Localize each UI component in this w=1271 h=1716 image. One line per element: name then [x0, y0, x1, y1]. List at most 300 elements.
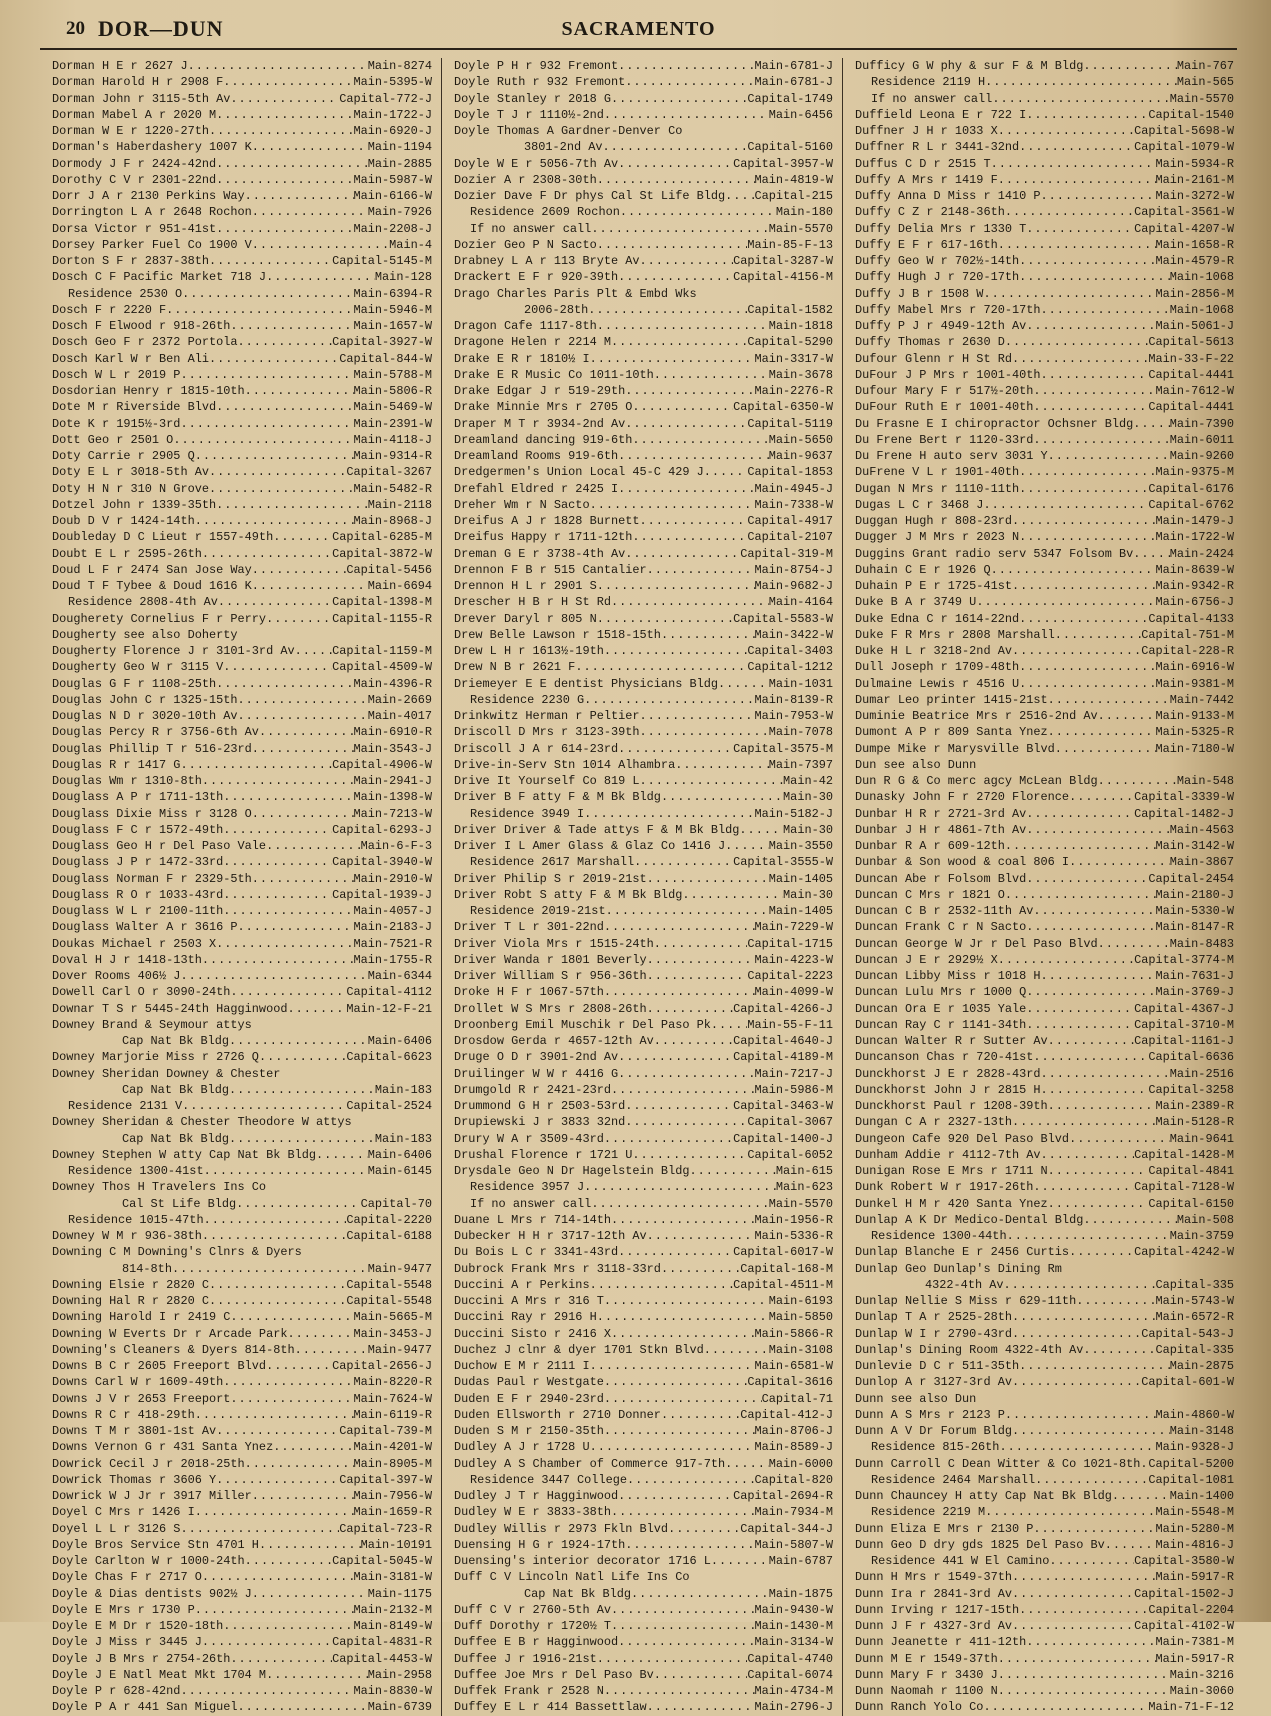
entry-phone: Main-5061-J — [1155, 319, 1234, 333]
entry-phone: Capital-4189-M — [733, 1050, 833, 1065]
dot-leader — [229, 1131, 375, 1147]
dot-leader — [640, 724, 769, 740]
dot-leader — [1041, 367, 1149, 383]
entry-name: Duhain P E r 1725-41st — [855, 579, 1012, 593]
entry-phone: Capital-3927-W — [332, 335, 432, 350]
listing-entry — [454, 1374, 833, 1390]
entry-name: Dunlap A K Dr Medico-Dental Bldg — [855, 1212, 1084, 1227]
entry-phone: Capital-70 — [360, 1196, 432, 1211]
dot-leader — [1041, 1082, 1149, 1098]
dot-leader — [223, 659, 332, 675]
entry-phone: Capital-4112 — [346, 985, 432, 1000]
dot-leader — [259, 724, 354, 740]
dot-leader — [1048, 724, 1156, 740]
listing-entry — [454, 1179, 833, 1195]
listing-entry — [454, 204, 833, 220]
dot-leader — [1041, 302, 1170, 318]
dot-leader — [218, 594, 332, 610]
entry-name: Du Frasne E I chiropractor Ochsner Bldg — [855, 416, 1134, 431]
listing-entry — [855, 643, 1234, 659]
dot-leader — [229, 1033, 368, 1049]
listing-entry — [454, 919, 833, 935]
listing-entry — [855, 692, 1234, 708]
entry-phone: Capital-71 — [761, 1391, 833, 1406]
entry-name: Dreamland dancing 919-6th — [454, 432, 633, 447]
dot-leader — [611, 1212, 755, 1228]
listing-entry — [454, 318, 833, 334]
listing-entry — [855, 334, 1234, 350]
dot-leader — [1026, 806, 1134, 822]
dot-leader — [216, 107, 353, 123]
dot-leader — [230, 1391, 353, 1407]
entry-name: Duffee E B r Hagginwood — [454, 1635, 619, 1650]
entry-name: Doyle P H r 932 Fremont — [454, 59, 619, 73]
listing-entry — [52, 822, 432, 838]
listing-entry — [454, 269, 833, 285]
entry-name: Dumar Leo printer 1415-21st — [855, 692, 1048, 707]
dot-leader — [661, 789, 783, 805]
entry-phone: Capital-1749 — [747, 91, 833, 106]
entry-name: Duggins Grant radio serv 5347 Folsom Bv — [855, 546, 1134, 561]
listing-entry — [855, 854, 1234, 870]
listing-entry — [454, 1699, 833, 1715]
entry-phone: Main-7953-W — [754, 709, 833, 723]
listing-entry — [52, 1049, 432, 1065]
entry-name: Dott Geo r 2501 O — [52, 432, 174, 447]
dot-leader — [223, 1374, 353, 1390]
entry-name: Doubleday D C Lieut r 1557-49th — [52, 530, 274, 545]
entry-phone: Main-30 — [783, 790, 833, 805]
dot-leader — [1033, 903, 1155, 919]
entry-phone: Main-1405 — [768, 904, 833, 918]
entry-phone: Main-767 — [1176, 59, 1234, 73]
entry-name: Duffy Mabel Mrs r 720-17th — [855, 302, 1041, 317]
entry-phone: Capital-1540 — [1148, 107, 1234, 122]
entry-name: Duff C V Lincoln Natl Life Ins Co — [454, 1570, 690, 1585]
entry-phone: Main-2875 — [1169, 1359, 1234, 1373]
listing-entry — [855, 416, 1234, 432]
dot-leader — [1012, 1326, 1141, 1342]
listing-entry — [454, 1439, 833, 1455]
entry-phone: Capital-5160 — [747, 140, 833, 155]
listing-entry — [454, 1391, 833, 1407]
entry-name: Dunn M E r 1549-37th — [855, 1651, 998, 1666]
listing-entry — [52, 302, 432, 318]
dot-leader — [675, 757, 769, 773]
dot-leader — [180, 1521, 339, 1537]
entry-name: Duggan Hugh r 808-23rd — [855, 514, 1012, 528]
entry-name: Drive-in-Serv Stn 1014 Alhambra — [454, 757, 676, 772]
entry-name: If no answer call — [470, 221, 592, 236]
dot-leader — [618, 1049, 733, 1065]
entry-name: Draper M T r 3934-2nd Av — [454, 416, 626, 431]
entry-name: Duminie Beatrice Mrs r 2516-2nd Av — [855, 709, 1098, 723]
entry-name: Doyle J E Natl Meat Mkt 1704 M — [52, 1667, 267, 1682]
entry-name: Dugan N Mrs r 1110-11th — [855, 481, 1020, 496]
dot-leader — [998, 1667, 1170, 1683]
entry-name: Doyle P A r 441 San Miguel — [52, 1700, 238, 1715]
entry-phone: Capital-3940-W — [332, 855, 432, 870]
entry-name: Dosdorian Henry r 1815-10th — [52, 384, 245, 398]
dot-leader — [1035, 1472, 1148, 1488]
entry-name: Duncan J E r 2929½ X — [855, 952, 998, 967]
listing-entry — [454, 1033, 833, 1049]
entry-phone: Capital-6188 — [346, 1229, 432, 1243]
entry-name: Dunn see also Dun — [855, 1391, 977, 1406]
entry-name: Dun see also Dunn — [855, 757, 977, 772]
entry-name: Downs R C r 418-29th — [52, 1407, 195, 1422]
entry-phone: Capital-739-M — [339, 1424, 432, 1438]
listing-entry — [855, 1179, 1234, 1195]
entry-name: Dunckhorst J E r 2828-43rd — [855, 1066, 1041, 1081]
entry-phone: Main-5807-W — [754, 1537, 833, 1552]
entry-name: Dougherty Florence J r 3101-3rd Av — [52, 644, 295, 658]
dot-leader — [631, 1586, 769, 1602]
dot-leader — [204, 1163, 368, 1179]
entry-name: Dudas Paul r Westgate — [454, 1375, 604, 1390]
entry-phone: Capital-4740 — [747, 1651, 833, 1666]
listing-entry — [855, 1651, 1234, 1667]
entry-phone: Capital-2204 — [1148, 1602, 1234, 1617]
dot-leader — [209, 123, 354, 139]
dot-leader — [216, 936, 353, 952]
entry-phone: Main-5917-R — [1155, 1570, 1234, 1585]
dot-leader — [229, 1082, 375, 1098]
entry-name: Drysdale Geo N Dr Hagelstein Bldg — [454, 1164, 690, 1178]
entry-phone: Capital-1155-R — [332, 611, 432, 626]
dot-leader — [223, 854, 332, 870]
dot-leader — [216, 676, 353, 692]
entry-phone: Capital-1400-J — [733, 1131, 833, 1146]
dot-leader — [266, 1358, 332, 1374]
entry-name: Dreifus A J r 1828 Burnett — [454, 514, 640, 528]
entry-phone: Main-2208-J — [353, 221, 432, 236]
listing-entry — [454, 1537, 833, 1553]
entry-name: Duden S M r 2150-35th — [454, 1424, 604, 1438]
listing-entry — [52, 1602, 432, 1618]
listing-entry — [454, 513, 833, 529]
dot-leader — [195, 448, 354, 464]
entry-name: Dunbar & Son wood & coal 806 I — [855, 855, 1070, 870]
entry-phone: Main-615 — [775, 1164, 833, 1178]
entry-phone: Main-3543-J — [353, 741, 432, 756]
listing-entry — [52, 659, 432, 675]
entry-name: Residence 2230 G — [470, 692, 585, 707]
dot-leader — [591, 221, 768, 237]
dot-leader — [173, 432, 353, 448]
listing-entry — [52, 513, 432, 529]
entry-name: Driver Viola Mrs r 1515-24th — [454, 936, 654, 951]
listing-entry — [454, 1017, 833, 1033]
listing-entry — [454, 903, 833, 919]
entry-phone: Main-9328-J — [1155, 1440, 1234, 1455]
listing-entry — [855, 984, 1234, 1000]
dot-leader — [252, 1488, 354, 1504]
dot-leader — [597, 611, 733, 627]
entry-name: Dunn Geo D dry gds 1825 Del Paso Bv — [855, 1537, 1105, 1552]
dot-leader — [1033, 1179, 1134, 1195]
listing-entry — [855, 1017, 1234, 1033]
dot-leader — [266, 611, 332, 627]
entry-phone: Main-4017 — [367, 709, 432, 723]
entry-name: Dunbar H R r 2721-3rd Av — [855, 806, 1027, 821]
entry-phone: Main-5987-W — [353, 172, 432, 187]
entry-name: Duffield Leona E r 722 I — [855, 107, 1027, 122]
entry-name: Dunn Mary F r 3430 J — [855, 1667, 998, 1682]
entry-name: Doty Carrie r 2905 Q — [52, 449, 195, 463]
listing-entry — [454, 1114, 833, 1130]
entry-name: Duncan C Mrs r 1821 O — [855, 887, 1005, 902]
dot-leader — [1019, 253, 1155, 269]
entry-phone: Main-2180-J — [1155, 887, 1234, 902]
entry-phone: Capital-6017-W — [733, 1245, 833, 1260]
entry-name: Cap Nat Bk Bldg — [524, 1586, 632, 1601]
entry-name: Dorsa Victor r 951-41st — [52, 221, 217, 236]
entry-name: Dunbar J H r 4861-7th Av — [855, 822, 1027, 837]
dot-leader — [618, 1634, 754, 1650]
listing-entry — [52, 643, 432, 659]
listing-entry — [855, 156, 1234, 172]
dot-leader — [287, 1326, 353, 1342]
entry-phone: Main-6920-J — [353, 124, 432, 138]
dot-leader — [718, 676, 769, 692]
listing-entry — [855, 1001, 1234, 1017]
dot-leader — [238, 334, 333, 350]
entry-phone: Capital-3580-W — [1134, 1554, 1234, 1568]
entry-phone: Capital-6623 — [346, 1050, 432, 1065]
entry-name: Dunckhorst Paul r 1208-39th — [855, 1099, 1048, 1113]
listing-entry — [454, 1277, 833, 1293]
entry-name: Drennon F B r 515 Cantalier — [454, 562, 647, 577]
entry-name: Driscoll D Mrs r 3123-39th — [454, 725, 640, 740]
listing-entry — [855, 741, 1234, 757]
listing-entry — [454, 74, 833, 90]
dot-leader — [611, 1504, 755, 1520]
entry-phone: Main-8706-J — [754, 1424, 833, 1438]
listing-entry — [454, 188, 833, 204]
dot-leader — [604, 107, 769, 123]
listing-entry — [52, 1683, 432, 1699]
listing-entry — [454, 448, 833, 464]
listing-entry — [454, 936, 833, 952]
listing-entry — [855, 269, 1234, 285]
entry-name: Driver Philip S r 2019-21st — [454, 871, 647, 886]
entry-phone: Main-623 — [775, 1180, 833, 1195]
entry-name: Dun R G & Co merc agcy McLean Bldg — [855, 774, 1098, 788]
listing-entry — [855, 1261, 1234, 1277]
entry-phone: Main-6910-R — [353, 725, 432, 740]
listing-entry — [454, 1196, 833, 1212]
listing-entry — [52, 1326, 432, 1342]
dot-leader — [1019, 269, 1170, 285]
entry-phone: Main-9477 — [367, 1261, 432, 1276]
dot-leader — [640, 773, 784, 789]
listing-entry — [454, 968, 833, 984]
entry-phone: Capital-1939-J — [332, 887, 432, 902]
entry-name: Doukas Michael r 2503 X — [52, 936, 217, 951]
dot-leader — [202, 1634, 332, 1650]
dot-leader — [1048, 1196, 1149, 1212]
dot-leader — [590, 351, 755, 367]
entry-phone: Main-4945-J — [754, 481, 833, 496]
entry-phone: Capital-5200 — [1148, 1456, 1234, 1471]
listing-entry — [52, 497, 432, 513]
entry-name: Dunasky John F r 2720 Florence — [855, 790, 1070, 805]
entry-phone: Main-4 — [389, 237, 432, 252]
dot-leader — [985, 74, 1177, 90]
entry-phone: Main-8589-J — [754, 1440, 833, 1455]
dot-leader — [1012, 1374, 1141, 1390]
entry-phone: Main-3550 — [768, 839, 833, 853]
listing-entry — [855, 1163, 1234, 1179]
entry-name: Doyle Chas F r 2717 O — [52, 1570, 202, 1585]
dot-leader — [195, 513, 354, 529]
entry-phone: Main-10191 — [360, 1537, 432, 1552]
listing-entry — [454, 221, 833, 237]
entry-name: Residence 2530 O — [68, 286, 183, 301]
entry-name: Dougherty see also Doherty — [52, 627, 238, 642]
entry-phone: Main-8149-W — [353, 1619, 432, 1633]
entry-name: Dudley W E r 3833-38th — [454, 1505, 611, 1520]
dot-leader — [611, 1618, 755, 1634]
listing-entry — [855, 1602, 1234, 1618]
listing-entry — [52, 1196, 432, 1212]
entry-phone: Capital-3555-W — [733, 855, 833, 870]
dot-leader — [1019, 659, 1155, 675]
listing-entry — [52, 1699, 432, 1715]
entry-name: Douglass F C r 1572-49th — [52, 822, 224, 837]
entry-phone: Main-183 — [374, 1082, 432, 1097]
listing-entry — [52, 172, 432, 188]
entry-name: Dowrick W J Jr r 3917 Miller — [52, 1489, 252, 1503]
entry-phone: Main-7956-W — [353, 1489, 432, 1503]
listing-entry — [855, 221, 1234, 237]
dot-leader — [604, 1374, 748, 1390]
dot-leader — [611, 594, 769, 610]
entry-name: Downar T S r 5445-24th Hagginwood — [52, 1001, 288, 1016]
entry-name: Dufour Glenn r H St Rd — [855, 351, 1012, 366]
entry-name: Doud L F r 2474 San Jose Way — [52, 562, 252, 577]
listing-entry — [454, 594, 833, 610]
dot-leader — [597, 1309, 769, 1325]
dot-leader — [632, 432, 768, 448]
dot-leader — [640, 513, 748, 529]
entry-phone: Capital-4441 — [1148, 400, 1234, 415]
entry-name: Duke B A r 3749 U — [855, 595, 977, 610]
entry-phone: Main-9682-J — [754, 579, 833, 593]
entry-name: Duffy C Z r 2148-36th — [855, 205, 1005, 220]
entry-phone: Main-183 — [374, 1131, 432, 1146]
entry-phone: Main-3134-W — [754, 1635, 833, 1650]
entry-name: Dunlap Nellie S Miss r 629-11th — [855, 1294, 1077, 1308]
entry-phone: Capital-4441 — [1148, 367, 1234, 382]
listing-entry — [855, 1277, 1234, 1293]
entry-name: Druge O D r 3901-2nd Av — [454, 1050, 619, 1065]
listing-entry — [52, 1618, 432, 1634]
dot-leader — [661, 1261, 740, 1277]
dot-leader — [627, 1472, 755, 1488]
dot-leader — [1033, 1521, 1155, 1537]
entry-name: Duhain C E r 1926 Q — [855, 562, 991, 577]
entry-name: Dosch C F Pacific Market 718 J — [52, 270, 267, 285]
listing-entry — [855, 58, 1234, 74]
dot-leader — [223, 1618, 353, 1634]
dot-leader — [654, 1667, 748, 1683]
entry-phone: Main-508 — [1176, 1212, 1234, 1227]
listing-entry — [52, 1407, 432, 1423]
listing-entry — [454, 822, 833, 838]
entry-phone: Main-4396-R — [353, 676, 432, 691]
listing-entry — [52, 334, 432, 350]
listing-entry — [855, 1228, 1234, 1244]
dot-leader — [1026, 107, 1148, 123]
dot-leader — [739, 822, 783, 838]
dot-leader — [1019, 1358, 1170, 1374]
entry-phone: Capital-1582 — [747, 302, 833, 317]
entry-name: Doval H J r 1418-13th — [52, 952, 202, 967]
entry-name: Doyle E M Dr r 1520-18th — [52, 1619, 224, 1633]
listing-entry — [454, 1683, 833, 1699]
listing-entry — [454, 432, 833, 448]
entry-name: Doud T F Tybee & Doud 1616 K — [52, 579, 252, 593]
dot-leader — [1012, 1423, 1170, 1439]
listing-entry — [52, 854, 432, 870]
listing-entry — [52, 1634, 432, 1650]
dot-leader — [618, 1488, 733, 1504]
entry-phone: Main-1658-R — [1155, 237, 1234, 252]
listing-entry — [454, 1488, 833, 1504]
listing-entry — [454, 578, 833, 594]
entry-phone: Main-5469-W — [353, 400, 432, 415]
dot-leader — [1012, 1114, 1156, 1130]
listing-entry — [855, 318, 1234, 334]
entry-name: Duccini Ray r 2916 H — [454, 1310, 597, 1325]
entry-name: Duncan Frank C r N Sacto — [855, 920, 1027, 935]
listing-entry — [855, 253, 1234, 269]
entry-name: Dorr J A r 2130 Perkins Way — [52, 189, 245, 203]
entry-name: Dragon Cafe 1117-8th — [454, 319, 597, 333]
listing-entry — [52, 789, 432, 805]
entry-phone: Capital-6150 — [1148, 1196, 1234, 1211]
listing-entry — [454, 334, 833, 350]
dot-leader — [202, 546, 332, 562]
listing-entry — [454, 416, 833, 432]
listing-entry — [52, 286, 432, 302]
entry-phone: Main-6781-J — [754, 75, 833, 90]
entry-phone: Main-1194 — [367, 140, 432, 155]
dot-leader — [998, 952, 1134, 968]
listing-entry — [454, 887, 833, 903]
entry-name: Downing W Everts Dr r Arcade Park — [52, 1326, 288, 1341]
listing-entry — [52, 838, 432, 854]
entry-phone: Capital-1502-J — [1134, 1586, 1234, 1601]
entry-phone: Capital-3872-W — [332, 546, 432, 561]
dot-leader — [252, 806, 354, 822]
dot-leader — [704, 1342, 769, 1358]
listing-entry — [52, 1358, 432, 1374]
listing-entry — [855, 1423, 1234, 1439]
entry-phone: Capital-1428-M — [1134, 1147, 1234, 1162]
entry-name: Doyle T J r 1110½-2nd — [454, 107, 604, 122]
listing-entry — [52, 1228, 432, 1244]
dot-leader — [632, 529, 747, 545]
listing-entry — [52, 107, 432, 123]
dot-leader — [1026, 221, 1134, 237]
page-header — [40, 14, 1237, 50]
entry-phone: Main-5128-R — [1155, 1115, 1234, 1130]
column-1 — [40, 58, 441, 1716]
dot-leader — [1076, 1293, 1155, 1309]
